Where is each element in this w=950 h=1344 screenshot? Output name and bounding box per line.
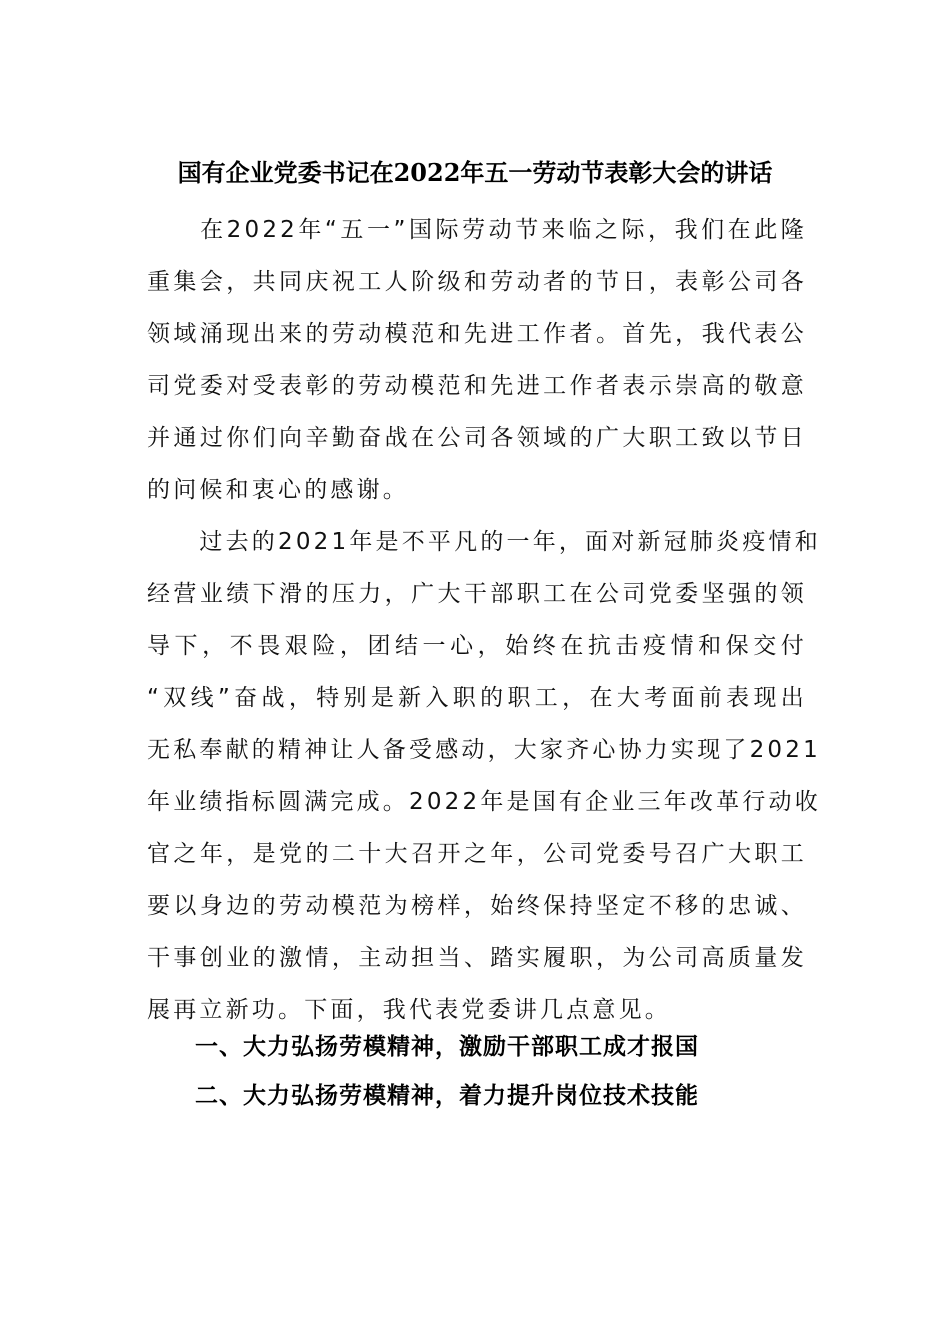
text-line: 并通过你们向辛勤奋战在公司各领域的广大职工致以节日 [147,425,807,451]
text-line: 无私奉献的精神让人备受感动，大家齐心协力实现了2021 [147,737,821,763]
text-line: 领域涌现出来的劳动模范和先进工作者。首先，我代表公 [147,321,807,347]
paragraph-2 [147,516,821,1036]
text-line: “双线”奋战，特别是新入职的职工，在大考面前表现出 [147,685,807,711]
text-line: 年业绩指标圆满完成。2022年是国有企业三年改革行动收 [147,789,821,815]
text-line: 展再立新功。下面，我代表党委讲几点意见。 [147,997,671,1023]
document-body [147,204,821,1036]
paragraph-1 [147,204,807,516]
text-line: 干事创业的激情，主动担当、踏实履职，为公司高质量发 [147,945,807,971]
text-line: 官之年，是党的二十大召开之年，公司党委号召广大职工 [147,841,807,867]
text-line: 导下，不畏艰险，团结一心，始终在抗击疫情和保交付 [147,633,807,659]
text-line: 过去的2021年是不平凡的一年，面对新冠肺炎疫情和 [147,529,821,555]
document-title: 国有企业党委书记在2022年五一劳动节表彰大会的讲话 [177,158,773,187]
text-line: 重集会，共同庆祝工人阶级和劳动者的节日，表彰公司各 [147,269,807,295]
section-heading-1: 一、大力弘扬劳模精神，激励干部职工成才报国 [195,1034,699,1060]
text-line: 司党委对受表彰的劳动模范和先进工作者表示崇高的敬意 [147,373,807,399]
text-line: 要以身边的劳动模范为榜样，始终保持坚定不移的忠诚、 [147,893,807,919]
text-line: 在2022年“五一”国际劳动节来临之际，我们在此隆 [147,217,807,243]
text-line: 经营业绩下滑的压力，广大干部职工在公司党委坚强的领 [147,581,807,607]
section-heading-2: 二、大力弘扬劳模精神，着力提升岗位技术技能 [195,1083,699,1109]
text-line: 的问候和衷心的感谢。 [147,477,409,503]
